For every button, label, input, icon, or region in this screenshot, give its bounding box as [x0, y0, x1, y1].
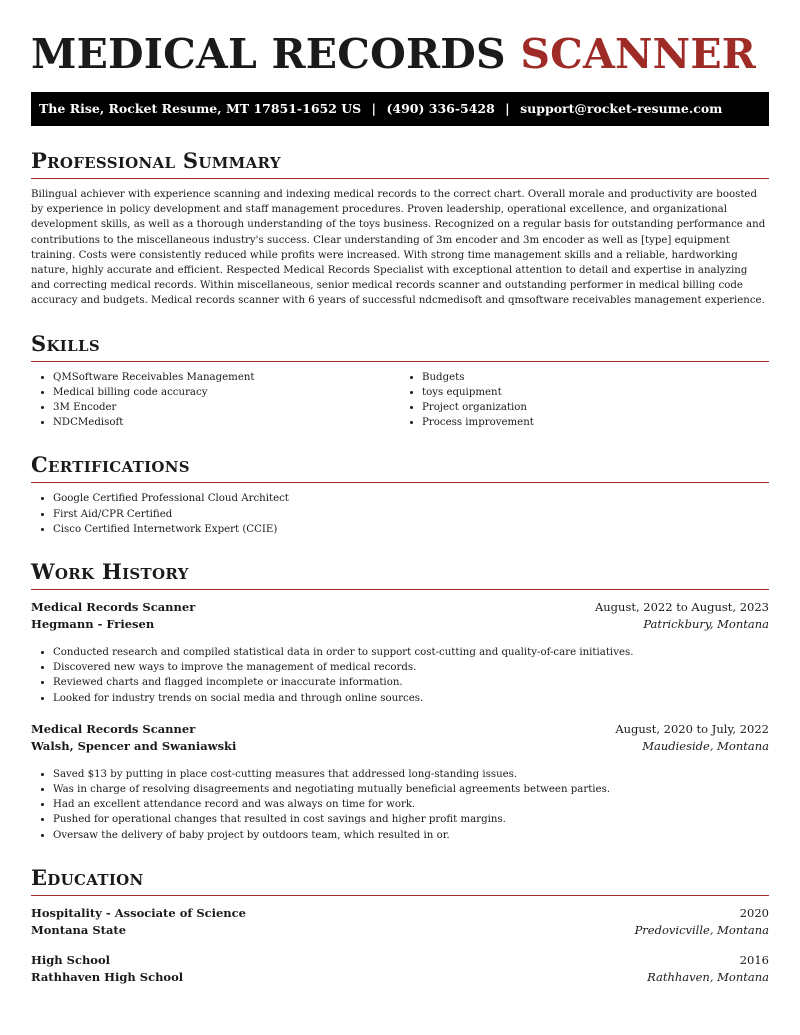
contact-separator: |: [505, 101, 510, 116]
contact-phone: (490) 336-5428: [386, 101, 495, 116]
education-entry: [31, 953, 769, 984]
education-year: 2020: [739, 905, 769, 920]
skill-item: • QMSoftware Receivables Management: [53, 370, 400, 385]
certification-item: • Cisco Certified Internetwork Expert (CCIE): [53, 522, 769, 537]
job-title: Medical Records Scanner: [31, 721, 196, 736]
work-history-section: [31, 559, 769, 843]
job-dates: August, 2020 to July, 2022: [615, 721, 769, 736]
resume-title: [31, 28, 769, 86]
education-year: 2016: [739, 952, 769, 967]
skill-item: • NDCMedisoft: [53, 415, 400, 430]
contact-separator: |: [371, 101, 377, 116]
job-company: Walsh, Spencer and Swaniawski: [31, 738, 237, 753]
job-bullets: [31, 767, 769, 843]
skill-item: • Process improvement: [422, 415, 769, 430]
job-entry: [31, 722, 769, 843]
job-dates: August, 2022 to August, 2023: [594, 600, 769, 615]
job-location: Patrickbury, Montana: [643, 617, 769, 632]
work-history-heading: Work History: [31, 559, 769, 590]
skills-list-right: [400, 370, 769, 431]
skills-list-left: [31, 370, 400, 431]
job-location: Maudieside, Montana: [642, 738, 769, 753]
skills-columns: [31, 362, 769, 431]
skills-section: [31, 331, 769, 431]
education-degree: High School: [31, 952, 111, 967]
education-location: Predovicville, Montana: [634, 922, 769, 937]
skill-item: • Medical billing code accuracy: [53, 385, 400, 400]
education-degree: Hospitality - Associate of Science: [31, 905, 246, 920]
contact-bar: [31, 92, 769, 126]
title-main: MEDICAL RECORDS: [31, 30, 506, 78]
education-heading: Education: [31, 865, 769, 896]
title-accent: SCANNER: [520, 30, 757, 78]
education-school: Montana State: [31, 922, 127, 937]
job-company: Hegmann - Friesen: [31, 617, 155, 632]
skill-item: • toys equipment: [422, 385, 769, 400]
contact-email: support@rocket-resume.com: [520, 101, 723, 116]
job-bullet: • Pushed for operational changes that resulted in cost savings and higher profit margins.: [53, 812, 769, 827]
education-entry: [31, 906, 769, 937]
skill-item: • Project organization: [422, 400, 769, 415]
job-title: Medical Records Scanner: [31, 600, 196, 615]
summary-text: Bilingual achiever with experience scanning and indexing medical records to the correct chart. Overall morale and productivity are boosted by experience in policy development and staff management procedures. Proven leadership, operational excellence, and organizational development skills, as well as a thorough understanding of the toys business. Recognized on a regular basis for outstanding performance and contributions to the miscellaneous industry's success. Clear understanding of 3m encoder and 3m encoder as well as [type] equipment training. Costs were consistently reduced while profits were increased. With strong time management skills and a reliable, hardworking nature, highly accurate and efficient. Respected Medical Records Specialist with exceptional attention to detail and expertise in analyzing and correcting medical records. Within miscellaneous, senior medical records scanner and outstanding performer in medical billing code accuracy and budgets. Medical records scanner with 6 years of successful ndcmedisoft and qmsoftware receivables management experience.: [31, 189, 766, 307]
job-bullets: [31, 645, 769, 706]
job-bullet: • Conducted research and compiled statistical data in order to support cost-cutting and quality-of-care initiatives.: [53, 645, 769, 660]
certifications-section: [31, 452, 769, 537]
summary-heading: Professional Summary: [31, 148, 769, 179]
education-school: Rathhaven High School: [31, 969, 184, 984]
skills-heading: Skills: [31, 331, 769, 362]
job-bullet: • Discovered new ways to improve the management of medical records.: [53, 660, 769, 675]
certifications-heading: Certifications: [31, 452, 769, 483]
job-bullet: • Was in charge of resolving disagreements and negotiating mutually beneficial agreements between parties.: [53, 782, 769, 797]
skill-item: • 3M Encoder: [53, 400, 400, 415]
contact-address: The Rise, Rocket Resume, MT 17851-1652 US: [39, 101, 362, 116]
certification-item: • Google Certified Professional Cloud Architect: [53, 491, 769, 506]
job-bullet: • Looked for industry trends on social media and through online sources.: [53, 691, 769, 706]
job-bullet: • Reviewed charts and flagged incomplete or inaccurate information.: [53, 675, 769, 690]
education-location: Rathhaven, Montana: [647, 969, 769, 984]
job-entry: [31, 600, 769, 706]
summary-section: [31, 148, 769, 309]
job-bullet: • Oversaw the delivery of baby project by outdoors team, which resulted in or.: [53, 828, 769, 843]
certifications-list: [31, 491, 769, 537]
education-section: [31, 865, 769, 984]
skill-item: • Budgets: [422, 370, 769, 385]
job-bullet: • Saved $13 by putting in place cost-cutting measures that addressed long-standing issues.: [53, 767, 769, 782]
job-bullet: • Had an excellent attendance record and was always on time for work.: [53, 797, 769, 812]
certification-item: • First Aid/CPR Certified: [53, 507, 769, 522]
